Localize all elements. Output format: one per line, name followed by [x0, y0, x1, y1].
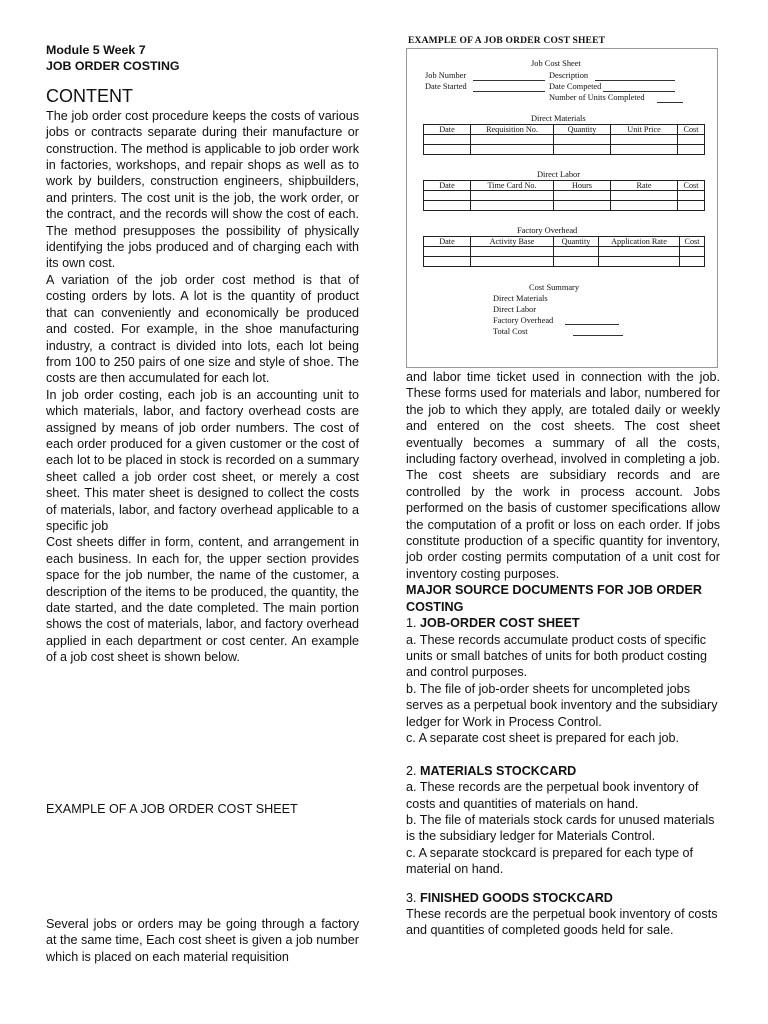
final-paragraph-block — [46, 916, 359, 965]
summary-direct-labor: Direct Labor — [493, 305, 537, 314]
date-started-label: Date Started — [425, 82, 467, 91]
section-1-item-a: a. These records accumulate product costs of specific units or small batches of units for both product costing and control purposes. — [406, 632, 708, 680]
direct-materials-title: Direct Materials — [531, 114, 586, 123]
dm-col-date: Date — [424, 125, 471, 135]
paragraph-continuation: and labor time ticket used in connection with the job. These forms used for materials and labor, numbered for the job to which they apply, are totaled daily or weekly and entered on the cost sheets. The cost sheet eventually becomes a summary of all the costs, including factory overhead, involved in completing a job. The cost sheets are subsidiary records and are controlled by the work in process account. Jobs performed on the basis of customer specifications allow the computation of a profit or loss on each order. If jobs constitute production of a specific quantity for inventory, job order costing permits computation of a unit cost for inventory costing purposes. — [406, 370, 720, 581]
section-2-title: MATERIALS STOCKCARD — [420, 763, 577, 778]
summary-total-blank — [573, 335, 623, 336]
section-1-heading — [406, 615, 720, 631]
section-2-heading — [406, 763, 720, 779]
job-cost-sheet — [406, 48, 718, 368]
paragraph-several-jobs: Several jobs or orders may be going through a factory at the same time, Each cost sheet is given a job number which is placed on each material requisition — [46, 917, 359, 964]
factory-overhead-table — [423, 236, 705, 267]
direct-labor-table — [423, 180, 705, 211]
description-label: Description — [549, 71, 589, 80]
section-3-text: These records are the perpetual book inventory of costs and quantities of completed goods held for sale. — [406, 906, 718, 938]
section-1-number: 1. — [406, 616, 421, 631]
section-3-heading — [406, 890, 720, 906]
right-column — [406, 369, 720, 939]
job-number-label: Job Number — [425, 71, 467, 80]
summary-factory-overhead: Factory Overhead — [493, 316, 554, 325]
paragraph-job-order-procedure: The job order cost procedure keeps the costs of various jobs or contracts separate during their manufacture or construction. The method is applicable to job order work in factories, workshops, and repair shops as well as to work by builders, construction engineers, shipbuilders, and printers. The cost unit is the job, the work order, or the contract, and the records will show the cost of each. The method presupposes the possibility of physically identifying the jobs produced and of charging each with its own cost. — [46, 108, 359, 271]
dm-col-cost: Cost — [678, 125, 705, 135]
dm-col-quantity: Quantity — [554, 125, 611, 135]
section-2-item-a: a. These records are the perpetual book inventory of costs and quantities of materials on hand. — [406, 780, 699, 811]
dl-col-time-card: Time Card No. — [471, 181, 554, 191]
section-3-title: FINISHED GOODS STOCKCARD — [420, 890, 613, 905]
dl-col-rate: Rate — [611, 181, 678, 191]
units-completed-label: Number of Units Completed — [549, 93, 645, 102]
fo-col-cost: Cost — [680, 237, 705, 247]
section-2-item-c: c. A separate stockcard is prepared for each type of material on hand. — [406, 845, 694, 877]
cost-summary-title: Cost Summary — [529, 283, 580, 292]
example-label-block — [46, 801, 359, 817]
job-number-blank — [473, 80, 545, 81]
section-3-number: 3. — [406, 890, 421, 905]
content-heading: CONTENT — [46, 85, 133, 106]
summary-direct-materials: Direct Materials — [493, 294, 548, 303]
section-1-item-c: c. A separate cost sheet is prepared for each job. — [406, 730, 680, 745]
description-blank — [595, 80, 675, 81]
summary-total-cost: Total Cost — [493, 327, 528, 336]
factory-overhead-title: Factory Overhead — [517, 226, 578, 235]
dm-col-requisition: Requisition No. — [471, 125, 554, 135]
sheet-title: Job Cost Sheet — [531, 59, 581, 68]
units-completed-blank — [657, 102, 683, 103]
module-label: Module 5 Week 7 — [46, 43, 146, 57]
dm-col-unit-price: Unit Price — [611, 125, 678, 135]
dl-col-hours: Hours — [554, 181, 611, 191]
section-1-title: JOB-ORDER COST SHEET — [420, 616, 580, 631]
section-2-number: 2. — [406, 763, 421, 778]
summary-overhead-blank — [565, 324, 619, 325]
fo-col-quantity: Quantity — [554, 237, 599, 247]
fo-col-activity-base: Activity Base — [471, 237, 554, 247]
paragraph-costing-by-lots: A variation of the job order cost method is that of costing orders by lots. A lot is the quantity of product that can conveniently and economically be produced and costed. For example, in the shoe manufacturing industry, a contract is divided into lots, each lot being from 100 to 250 pairs of one size and style of shoe. The costs are then accumulated for each lot. — [46, 272, 359, 386]
date-started-blank — [473, 91, 545, 92]
left-column — [46, 42, 359, 666]
major-source-documents-heading: MAJOR SOURCE DOCUMENTS FOR JOB ORDER COSTING — [406, 583, 702, 614]
section-1-item-b: b. The file of job-order sheets for uncompleted jobs serves as a perpetual book inventory and the subsidiary ledger for Work in Process Control. — [406, 681, 718, 729]
paragraph-accounting-unit: In job order costing, each job is an accounting unit to which materials, labor, and factory overhead costs are assigned by means of job order numbers. The cost of each order produced for a given customer or the cost of each lot to be placed in stock is recorded on a summary sheet called a job order cost sheet, or merely a cost sheet. This mater sheet is designed to collect the costs of materials, labor, and factory overhead applicable to a specific job — [46, 387, 359, 533]
dl-col-date: Date — [424, 181, 471, 191]
job-cost-sheet-figure — [406, 36, 720, 370]
paragraph-cost-sheets-differ: Cost sheets differ in form, content, and arrangement in each business. In each for, the upper section provides space for the job number, the name of the customer, a description of the items to be produced, the quantity, the date started, and the date completed. The main portion shows the cost of materials, labor, and factory overhead applied in each department or cost center. An example of a job cost sheet is shown below. — [46, 535, 359, 665]
direct-materials-table — [423, 124, 705, 155]
dl-col-cost: Cost — [678, 181, 705, 191]
section-2-item-b: b. The file of materials stock cards for unused materials is the subsidiary ledger for Materials Control. — [406, 812, 715, 844]
date-completed-blank — [603, 91, 675, 92]
direct-labor-title: Direct Labor — [537, 170, 581, 179]
date-completed-label: Date Competed — [549, 82, 602, 91]
fo-col-date: Date — [424, 237, 471, 247]
example-label: EXAMPLE OF A JOB ORDER COST SHEET — [46, 802, 298, 816]
topic-label: JOB ORDER COSTING — [46, 59, 180, 74]
fo-col-application-rate: Application Rate — [599, 237, 680, 247]
sheet-caption: EXAMPLE OF A JOB ORDER COST SHEET — [408, 36, 606, 46]
